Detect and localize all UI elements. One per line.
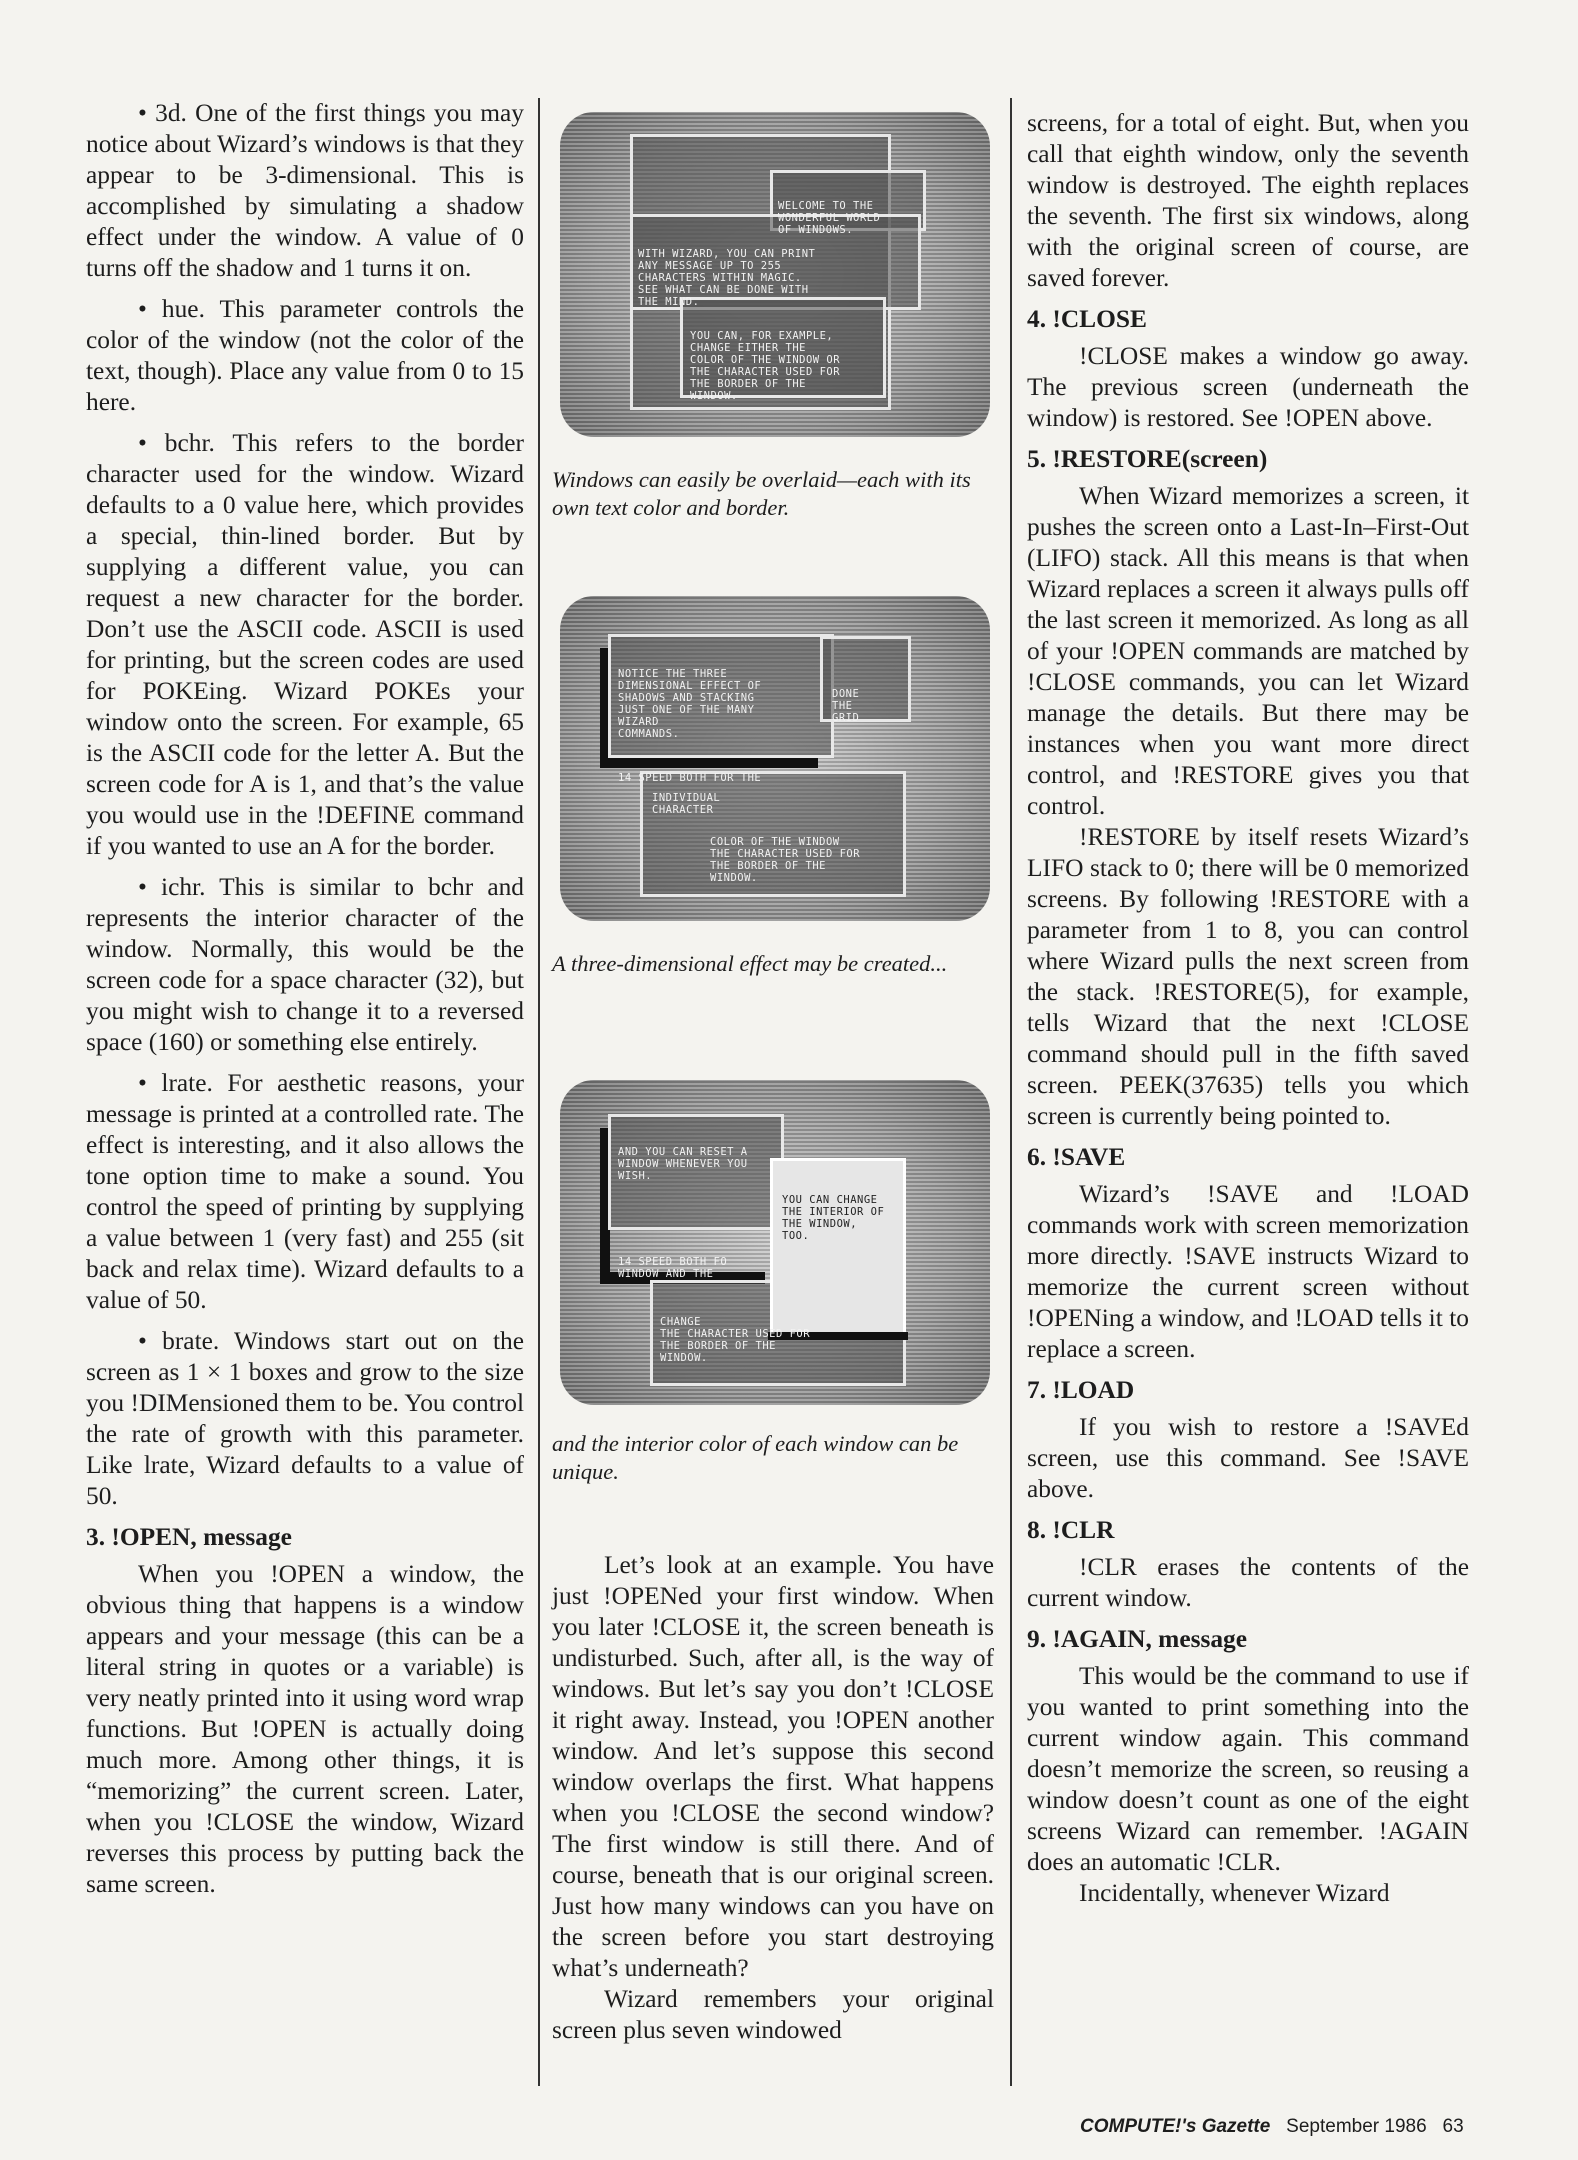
param-bchr: • bchr. This refers to the border character used for the window. Wizard defaults to a 0 value here, which provides a special, thin-lined border. But by supplying a different value, you can request a new character for the border. Don’t use the ASCII code. ASCII is used for printing, but the screen codes are used for POKEing. Wizard POKEs your window onto the screen. For example, 65 is the ASCII code for the letter A. But the screen code for A is 1, and that’s the value you would use in the !DEFINE command if you wanted to use an A for the border. bbox=[86, 429, 524, 860]
column-rule-right bbox=[1010, 98, 1012, 2086]
screenshot-interior-color bbox=[560, 1080, 990, 1405]
clr-paragraph: !CLR erases the contents of the current window. bbox=[1027, 1553, 1469, 1612]
column-1 bbox=[86, 98, 524, 1900]
screen1-text-a: WELCOME TO THE WONDERFUL WORLD OF WINDOWS. bbox=[778, 200, 881, 236]
screen3-text-b: YOU CAN CHANGE THE INTERIOR OF THE WINDOW, TOO. bbox=[782, 1194, 885, 1242]
heading-again: 9. !AGAIN, message bbox=[1027, 1625, 1248, 1653]
column-3 bbox=[1027, 108, 1469, 1909]
param-3d: • 3d. One of the first things you may notice about Wizard’s windows is that they appear to be 3-dimensional. This is accomplished by simulating a shadow effect under the window. A value of 0 turns off the shadow and 1 turns it on. bbox=[86, 99, 524, 282]
screen2-text-a: NOTICE THE THREE DIMENSIONAL EFFECT OF SHADOWS AND STACKING JUST ONE OF THE MANY WIZARD COMMANDS. bbox=[618, 668, 762, 740]
screen2-text-d: INDIVIDUAL CHARACTER bbox=[652, 792, 721, 816]
heading-close: 4. !CLOSE bbox=[1027, 305, 1147, 333]
again-paragraph: This would be the command to use if you wanted to print something into the current window again. This command doesn’t memorize the screen, so reusing a window doesn’t count as one of the eight screens Wizard can remember. !AGAIN does an automatic !CLR. bbox=[1027, 1662, 1469, 1876]
issue-date: September 1986 bbox=[1286, 2116, 1427, 2137]
param-brate: • brate. Windows start out on the screen as 1 × 1 boxes and grow to the size you !DIMensioned them to be. You control the rate of growth with this parameter. Like lrate, Wizard defaults to a value of 50. bbox=[86, 1327, 524, 1510]
example-paragraph: Let’s look at an example. You have just !OPENed your first window. When you later !CLOSE it, the screen beneath is undisturbed. Such, after all, is the way of windows. But let’s say you don’t !CLOSE it right away. Instead, you !OPEN another window. And let’s suppose this second window overlaps the first. What happens when you !CLOSE the second window? The first window is still there. And of course, beneath that is our original screen. Just how many windows can you have on the screen before you start destroying what’s underneath? bbox=[552, 1551, 994, 1982]
save-paragraph: Wizard’s !SAVE and !LOAD commands work with screen memorization more directly. !SAVE instructs Wizard to memorize the current screen without !OPENing a window, and !LOAD tells it to replace a screen. bbox=[1027, 1180, 1469, 1363]
load-paragraph: If you wish to restore a !SAVEd screen, use this command. See !SAVE above. bbox=[1027, 1413, 1469, 1503]
restore-paragraph-2: !RESTORE by itself resets Wizard’s LIFO stack to 0; there will be 0 memorized screens. By following !RESTORE with a parameter from 1 to 8, you can control where Wizard pulls the next screen from the stack. !RESTORE(5), for example, tells Wizard that the next !CLOSE command should pull in the fifth saved screen. PEEK(37635) tells you which screen is currently being pointed to. bbox=[1027, 823, 1469, 1130]
heading-open: 3. !OPEN, message bbox=[86, 1523, 292, 1551]
screen2-text-e: COLOR OF THE WINDOW THE CHARACTER USED FOR THE BORDER OF THE WINDOW. bbox=[710, 836, 861, 884]
heading-clr: 8. !CLR bbox=[1027, 1516, 1115, 1544]
wizard-remembers: Wizard remembers your original screen plus seven windowed bbox=[552, 1985, 994, 2044]
screen3-text-d: CHANGE THE CHARACTER USED FOR THE BORDER OF THE WINDOW. bbox=[660, 1316, 811, 1364]
param-hue: • hue. This parameter controls the color of the window (not the color of the text, though). Place any value from 0 to 15 here. bbox=[86, 295, 524, 416]
page-number: 63 bbox=[1442, 2116, 1464, 2137]
incidentally-paragraph: Incidentally, whenever Wizard bbox=[1079, 1879, 1390, 1907]
column-rule-left bbox=[538, 98, 540, 2086]
restore-paragraph: When Wizard memorizes a screen, it pushes the screen onto a Last-In–First-Out (LIFO) stack. All this means is that when Wizard replaces a screen it always pulls off the last screen it memorized. As long as all of your !OPEN commands are matched by !CLOSE commands, you can let Wizard manage the details. But there may be instances when you want more direct control, and !RESTORE gives you that control. bbox=[1027, 482, 1469, 820]
eight-screens: screens, for a total of eight. But, when you call that eighth window, only the seventh window is destroyed. The eighth replaces the seventh. The first six windows, along with the original screen of course, are saved forever. bbox=[1027, 109, 1469, 292]
screenshot-3d-effect bbox=[560, 596, 990, 921]
heading-save: 6. !SAVE bbox=[1027, 1143, 1126, 1171]
screen1-text-c: YOU CAN, FOR EXAMPLE, CHANGE EITHER THE COLOR OF THE WINDOW OR THE CHARACTER USED FOR THE BORDER OF THE WINDOW. bbox=[690, 330, 841, 402]
column-2-text bbox=[552, 1550, 994, 2046]
screen2-text-c: 14 SPEED BOTH FOR THE bbox=[618, 772, 762, 784]
heading-restore: 5. !RESTORE(screen) bbox=[1027, 445, 1268, 473]
heading-load: 7. !LOAD bbox=[1027, 1376, 1135, 1404]
screen1-text-b: WITH WIZARD, YOU CAN PRINT ANY MESSAGE UP TO 255 CHARACTERS WITHIN MAGIC. SEE WHAT CAN BE DONE WITH THE MIND. bbox=[638, 248, 816, 308]
param-ichr: • ichr. This is similar to bchr and represents the interior character of the window. Normally, this would be the screen code for a space character (32), but you might wish to change it to a reversed space (160) or something else entirely. bbox=[86, 873, 524, 1056]
screen3-text-c: 14 SPEED BOTH FO WINDOW AND THE bbox=[618, 1256, 728, 1280]
open-paragraph: When you !OPEN a window, the obvious thing that happens is a window appears and your message (this can be a literal string in quotes or a variable) is very neatly printed into it using word wrap functions. But !OPEN is actually doing much more. Among other things, it is “memorizing” the current screen. Later, when you !CLOSE the window, Wizard reverses this process by putting back the same screen. bbox=[86, 1560, 524, 1898]
magazine-name: COMPUTE!'s Gazette bbox=[1080, 2116, 1271, 2137]
param-lrate: • lrate. For aesthetic reasons, your message is printed at a controlled rate. The effect is interesting, and it also allows the tone option time to make a sound. You control the speed of printing by supplying a value between 1 (very fast) and 255 (sit back and relax time). Wizard defaults to a value of 50. bbox=[86, 1069, 524, 1314]
screenshot-overlaid-windows bbox=[560, 112, 990, 437]
page-footer bbox=[1080, 2116, 1464, 2138]
close-paragraph: !CLOSE makes a window go away. The previous screen (underneath the window) is restored. See !OPEN above. bbox=[1027, 342, 1469, 432]
screen2-text-b: DONE THE GRID bbox=[832, 688, 860, 724]
caption-1: Windows can easily be overlaid—each with its own text color and border. bbox=[552, 467, 971, 520]
caption-3: and the interior color of each window can be unique. bbox=[552, 1431, 959, 1484]
screen3-text-a: AND YOU CAN RESET A WINDOW WHENEVER YOU WISH. bbox=[618, 1146, 748, 1182]
caption-2: A three-dimensional effect may be created... bbox=[552, 951, 948, 976]
